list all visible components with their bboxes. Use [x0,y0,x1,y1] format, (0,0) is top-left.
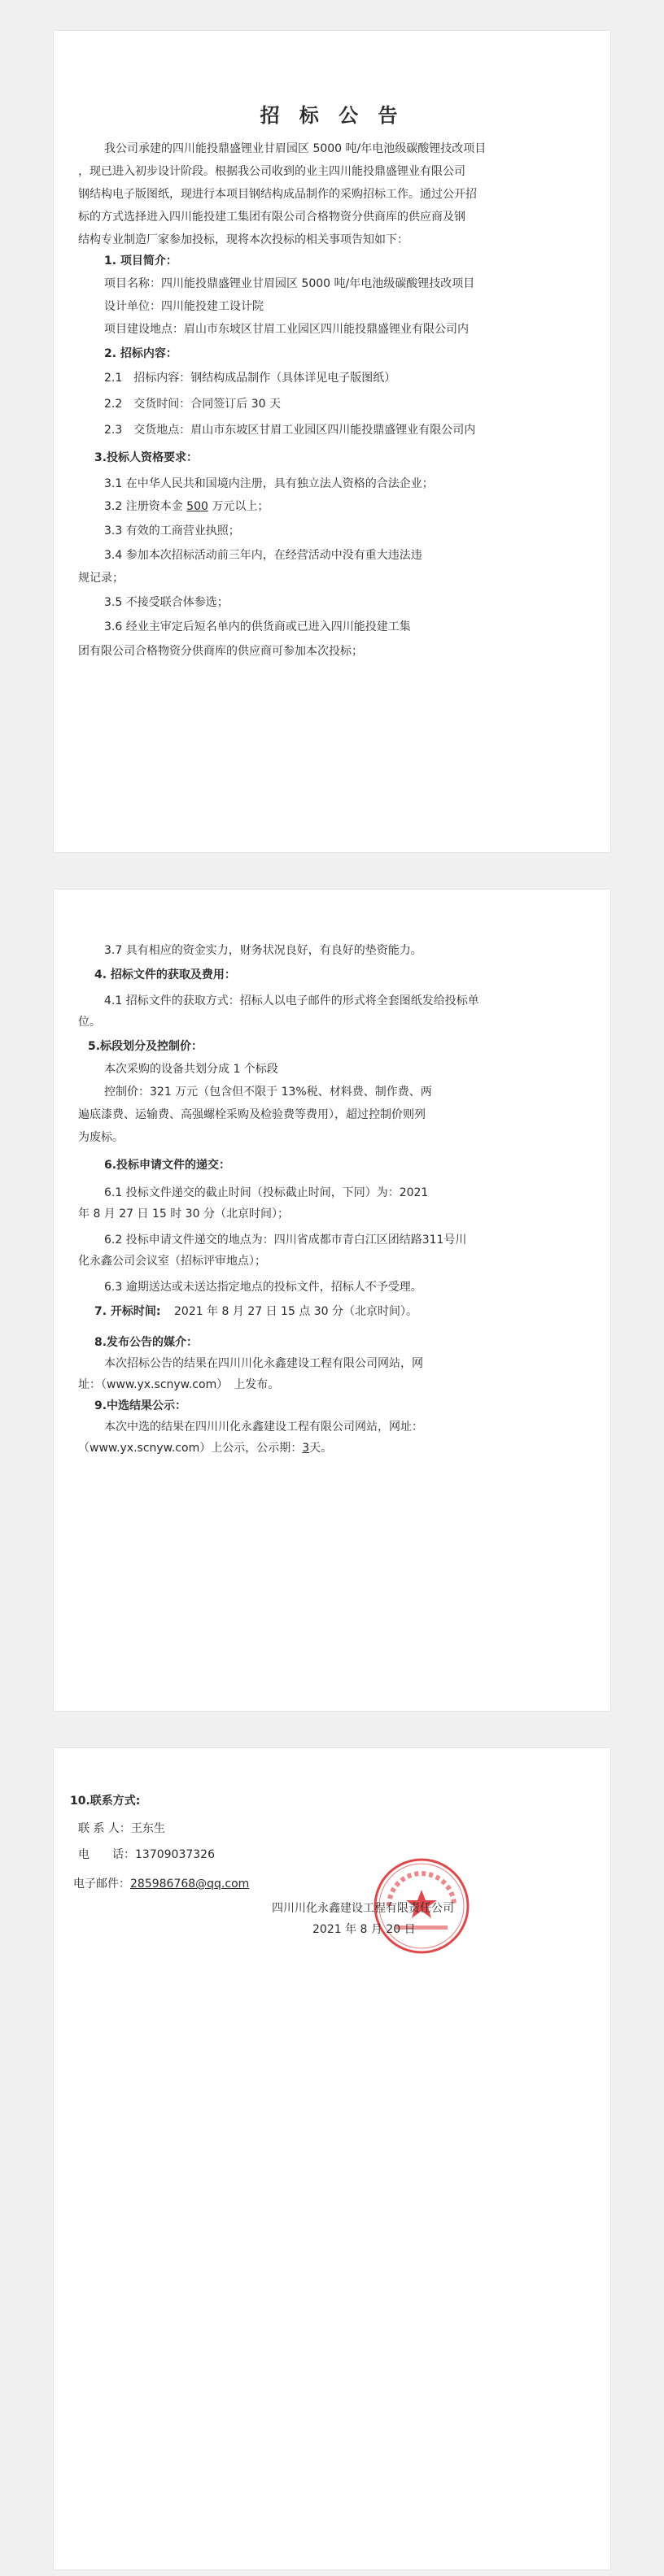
contact-name: 王东生 [130,1822,165,1835]
item-3-7: 3.7 具有相应的资金实力，财务状况良好，有良好的垫资能力。 [104,944,422,957]
section-8-heading: 8.发布公告的媒介： [94,1336,199,1349]
item-9-b-suffix: 天。 [309,1442,333,1455]
section-4-heading: 4. 招标文件的获取及费用： [94,968,236,981]
section-6-heading: 6.投标申请文件的递交： [104,1159,231,1172]
document-page-1 [54,31,610,852]
document-title: 招 标 公 告 [260,104,404,127]
item-8-b: 址：（www.yx.scnyw.com） 上发布。 [78,1378,280,1391]
document-page-2 [54,890,610,1711]
intro-line-4: 标的方式选择进入四川能投建工集团有限公司合格物资分供商库的供应商及钢 [78,211,465,224]
phone-row [78,1847,215,1862]
item-3-1: 3.1 在中华人民共和国境内注册，具有独立法人资格的合法企业； [104,477,434,490]
item-4-1-a: 4.1 招标文件的获取方式：招标人以电子邮件的形式将全套图纸发给投标单 [104,994,479,1007]
registered-capital: 500 [186,500,208,513]
project-location: 项目建设地点：眉山市东坡区甘眉工业园区四川能投鼎盛锂业有限公司内 [104,323,469,336]
project-name: 项目名称：四川能投鼎盛锂业甘眉园区 5000 吨/年电池级碳酸锂技改项目 [104,277,475,290]
contact-label: 联 系 人： [78,1822,131,1835]
section-2-heading: 2. 招标内容： [104,347,177,360]
item-6-3: 6.3 逾期送达或未送达指定地点的投标文件，招标人不予受理。 [104,1281,422,1294]
item-3-3: 3.3 有效的工商营业执照； [104,524,240,537]
section-7-heading: 7. 开标时间: [94,1305,161,1318]
section-7 [94,1304,417,1319]
section-1-heading: 1. 项目简介： [104,255,177,268]
email-row [73,1877,249,1891]
item-6-2-b: 化永鑫公司会议室（招标评审地点）； [78,1255,266,1268]
item-9-a: 本次中选的结果在四川川化永鑫建设工程有限公司网站，网址： [104,1421,423,1434]
email-address[interactable]: 285986768@qq.com [130,1878,250,1891]
item-5-b: 控制价：321 万元（包含但不限于 13%税、材料费、制作费、两 [104,1086,432,1099]
item-3-6-b: 团有限公司合格物资分供商库的供应商可参加本次投标； [78,645,363,658]
publicity-days: 3 [302,1442,310,1455]
section-9-heading: 9.中选结果公示： [94,1399,187,1412]
signature-date: 2021 年 8 月 20 日 [312,1923,416,1936]
item-8-a: 本次招标公告的结果在四川川化永鑫建设工程有限公司网站，网 [104,1357,423,1370]
item-3-4-a: 3.4 参加本次招标活动前三年内，在经营活动中没有重大违法违 [104,549,422,562]
intro-line-2: ，现已进入初步设计阶段。根据我公司收到的业主四川能投鼎盛锂业有限公司 [78,165,465,178]
item-3-6-a: 3.6 经业主审定后短名单内的供货商或已进入四川能投建工集 [104,620,411,633]
item-3-2 [104,499,269,514]
item-9-b [78,1441,332,1456]
item-6-1-a: 6.1 投标文件递交的截止时间（投标截止时间，下同）为：2021 [104,1186,429,1199]
section-5-heading: 5.标段划分及控制价： [88,1040,203,1053]
item-4-1-b: 位。 [78,1016,101,1029]
item-2-1: 2.1 招标内容：钢结构成品制作（具体详见电子版图纸） [104,372,396,385]
item-5-c: 遍底漆费、运输费、高强螺栓采购及检验费等费用），超过控制价则列 [78,1108,426,1121]
item-9-b-prefix: （www.yx.scnyw.com）上公示，公示期： [78,1442,303,1455]
document-page-3 [54,1748,610,2569]
intro-line-5: 结构专业制造厂家参加投标，现将本次投标的相关事项告知如下： [78,233,408,246]
item-3-4-b: 规记录； [78,572,124,585]
email-label: 电子邮件： [73,1878,130,1891]
item-5-d: 为废标。 [78,1131,124,1144]
intro-line-1: 我公司承建的四川能投鼎盛锂业甘眉园区 5000 吨/年电池级碳酸锂技改项目 [104,142,487,155]
phone-label: 电 话： [78,1848,135,1861]
company-signature: 四川川化永鑫建设工程有限责任公司 [272,1902,454,1915]
phone-number: 13709037326 [135,1848,215,1861]
item-6-1-b: 年 8 月 27 日 15 时 30 分（北京时间）； [78,1208,289,1221]
item-3-5: 3.5 不接受联合体参选； [104,596,229,609]
intro-line-3: 钢结构电子版图纸，现进行本项目钢结构成品制作的采购招标工作。通过公开招 [78,188,477,201]
section-3-heading: 3.投标人资格要求： [94,451,199,464]
item-3-2-prefix: 3.2 注册资本金 [104,500,183,513]
contact-person-row [78,1821,165,1836]
item-5-a: 本次采购的设备共划分成 1 个标段 [104,1063,278,1076]
item-3-2-suffix: 万元以上； [212,500,269,513]
section-10-heading: 10.联系方式: [70,1795,141,1808]
design-unit: 设计单位：四川能投建工设计院 [104,300,264,313]
opening-time: 2021 年 8 月 27 日 15 点 30 分（北京时间）。 [174,1305,418,1318]
item-6-2-a: 6.2 投标申请文件递交的地点为：四川省成都市青白江区团结路311号川 [104,1234,467,1247]
item-2-2: 2.2 交货时间：合同签订后 30 天 [104,398,281,411]
item-2-3: 2.3 交货地点：眉山市东坡区甘眉工业园区四川能投鼎盛锂业有限公司内 [104,424,476,437]
